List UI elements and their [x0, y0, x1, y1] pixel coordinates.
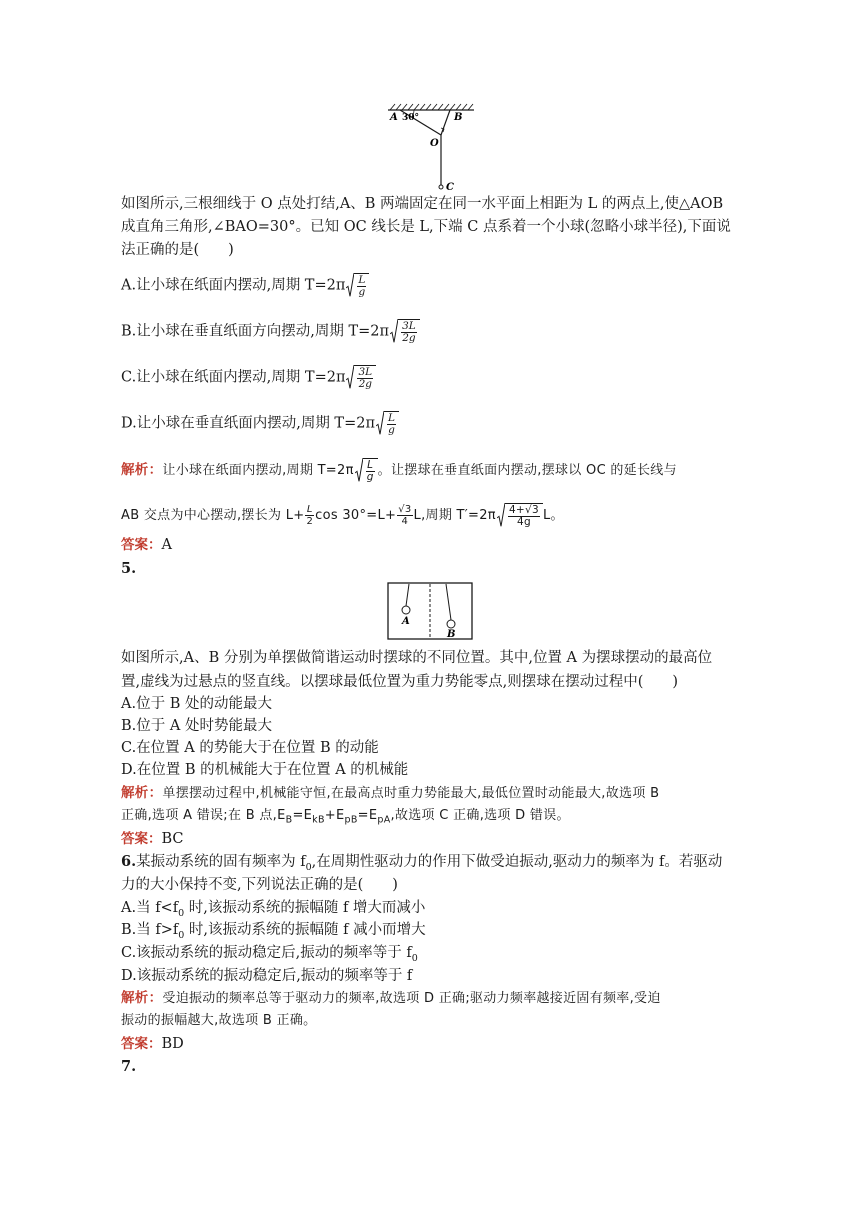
q4-c-frac-den: 2g — [358, 378, 373, 390]
fig-label-C: C — [446, 182, 454, 193]
q4-stem-line1: 如图所示,三根细线于 O 点处打结,A、B 两端固定在同一水平面上相距为 L 的两点上,使△AOB — [121, 196, 724, 212]
q4-c-frac-num: 3L — [358, 366, 373, 378]
q6-explanation-line2: 振动的振幅越大,故选项 B 正确。 — [121, 1013, 317, 1028]
q5-explanation-line1 — [121, 783, 659, 804]
q6-explanation-line1 — [121, 988, 661, 1009]
q4-d-frac-den: g — [388, 424, 395, 436]
q5-answer — [121, 829, 184, 849]
q4-explanation-line2 — [121, 503, 564, 528]
fig-label-O: O — [430, 138, 439, 149]
q5-expl2-part-c: +E — [324, 808, 345, 823]
q4-expl1-frac-num: L — [367, 459, 374, 471]
q4-expl2-part-c: L,周期 T′=2π — [413, 508, 496, 523]
q4-expl2-part-b: cos 30°=L+ — [315, 508, 397, 523]
q6-opt-b-part-a: B.当 f>f — [121, 922, 179, 938]
fig-label-A: A — [390, 112, 398, 123]
q4-stem-line2: 成直角三角形,∠BAO=30°。已知 OC 线长是 L,下端 C 点系着一个小球(忽略小球半径),下面说 — [121, 219, 731, 235]
q5-option-d: D.在位置 B 的机械能大于在位置 A 的机械能 — [121, 762, 409, 778]
q5-expl2-sub2: kB — [312, 814, 325, 826]
q5-stem-line2: 置,虚线为过悬点的竖直线。以摆球最低位置为重力势能零点,则摆球在摆动过程中( ) — [121, 674, 679, 690]
sqrt-symbol — [376, 411, 399, 436]
q5-option-c: C.在位置 A 的势能大于在位置 B 的动能 — [121, 740, 379, 756]
q5-answer-value: BC — [161, 831, 184, 847]
q6-option-b — [121, 920, 426, 946]
q5-stem-line1: 如图所示,A、B 分别为单摆做简谐运动时摆球的不同位置。其中,位置 A 为摆球摆动的最高位 — [121, 650, 713, 666]
q4-option-c — [121, 365, 376, 390]
q6-opt-b-part-b: 时,该振动系统的振幅随 f 减小而增大 — [184, 922, 426, 938]
q4-expl2-frac2-den: 4 — [401, 516, 409, 527]
q5-expl2-sub1: B — [285, 814, 293, 826]
q6-number: 6. — [121, 853, 137, 870]
q6-answer — [121, 1034, 184, 1054]
q6-stem-sub: 0 — [305, 861, 312, 873]
q4-expl2-frac3-den: 4g — [516, 516, 531, 528]
q4-b-frac-num: 3L — [402, 320, 416, 332]
q5-expl2-part-b: =E — [292, 808, 313, 823]
q5-expl2-sub4: pA — [377, 814, 391, 826]
q4-a-frac-num: L — [358, 274, 366, 286]
q6-stem-part-a: 某振动系统的固有频率为 f — [136, 854, 306, 870]
fig-label-angle: 30° — [402, 113, 420, 123]
fig-label-B: B — [454, 112, 463, 123]
q4-option-c-text: C.让小球在纸面内摆动,周期 T=2π — [121, 369, 346, 386]
q5-explanation-line2 — [121, 806, 570, 831]
q5-answer-label: 答案： — [121, 831, 162, 847]
fig2-label-B: B — [447, 629, 456, 640]
q6-opt-a-part-a: A.当 f<f — [121, 900, 179, 916]
q4-answer-label: 答案： — [121, 537, 162, 553]
q6-opt-c-sub: 0 — [411, 952, 418, 964]
q5-expl2-part-e: ,故选项 C 正确,选项 D 错误。 — [390, 808, 570, 823]
q4-option-d — [121, 411, 399, 436]
q4-expl2-part-a: AB 交点为中心摆动,摆长为 L+ — [121, 508, 305, 523]
q4-answer — [121, 535, 172, 555]
q5-option-a: A.位于 B 处的动能最大 — [121, 696, 272, 712]
q5-expl2-part-a: 正确,选项 A 错误;在 B 点,E — [121, 808, 286, 823]
q4-a-frac-den: g — [358, 286, 366, 298]
q6-answer-value: BD — [161, 1036, 184, 1052]
q6-opt-b-sub: 0 — [178, 929, 185, 941]
q5-number: 5. — [121, 560, 137, 577]
q6-option-d: D.该振动系统的振动稳定后,振动的频率等于 f — [121, 968, 413, 984]
sqrt-symbol — [390, 319, 420, 344]
q4-expl2-frac1-num: L — [306, 504, 313, 515]
q5-expl2-part-d: =E — [357, 808, 378, 823]
q4-b-frac-den: 2g — [402, 332, 416, 344]
q4-expl1-part-a: 让小球在纸面内摆动,周期 T=2π — [162, 463, 354, 478]
q6-expl1-text: 受迫振动的频率总等于驱动力的频率,故选项 D 正确;驱动力频率越接近固有频率,受迫 — [162, 991, 661, 1006]
q4-option-b — [121, 319, 420, 344]
q4-expl2-frac1-den: 2 — [306, 516, 314, 527]
q4-option-a-text: A.让小球在纸面内摆动,周期 T=2π — [121, 277, 346, 294]
q7-number: 7. — [121, 1058, 137, 1075]
q6-opt-a-part-b: 时,该振动系统的振幅随 f 增大而减小 — [184, 900, 426, 916]
figure-pendulum-positions — [387, 582, 473, 640]
q4-expl1-frac-den: g — [366, 471, 374, 483]
q4-explanation-line1 — [121, 458, 677, 483]
q5-expl2-sub3: pB — [344, 814, 358, 826]
q6-answer-label: 答案： — [121, 1036, 162, 1052]
sqrt-symbol — [346, 273, 369, 298]
sqrt-symbol — [346, 365, 376, 390]
sqrt-symbol — [497, 503, 543, 528]
q4-expl1-part-b: 。让摆球在垂直纸面内摆动,摆球以 OC 的延长线与 — [377, 463, 677, 478]
q6-option-c — [121, 943, 418, 969]
q4-explanation-label: 解析： — [121, 462, 163, 478]
q6-opt-a-sub: 0 — [178, 907, 185, 919]
q4-expl2-frac3-num: 4+√3 — [508, 504, 539, 516]
q5-option-b: B.位于 A 处时势能最大 — [121, 718, 272, 734]
q4-expl2-frac2-num: √3 — [398, 504, 412, 515]
figure-triangle-pendulum — [380, 100, 480, 195]
q4-d-frac-num: L — [388, 412, 395, 424]
fig2-label-A: A — [402, 616, 410, 627]
q4-stem-line3: 法正确的是( ) — [121, 242, 234, 258]
q4-expl2-part-d: L。 — [543, 508, 564, 523]
q6-explanation-label: 解析： — [121, 990, 163, 1006]
q6-stem-line2: 力的大小保持不变,下列说法正确的是( ) — [121, 877, 398, 893]
q6-stem-part-b: ,在周期性驱动力的作用下做受迫振动,驱动力的频率为 f。若驱动 — [311, 854, 723, 870]
q4-option-a — [121, 273, 369, 298]
q6-stem-line1 — [121, 852, 722, 878]
q5-explanation-label: 解析： — [121, 785, 163, 801]
sqrt-symbol — [355, 458, 378, 483]
q4-option-b-text: B.让小球在垂直纸面方向摆动,周期 T=2π — [121, 323, 390, 340]
q4-option-d-text: D.让小球在垂直纸面内摆动,周期 T=2π — [121, 415, 376, 432]
q4-answer-value: A — [161, 537, 172, 553]
q5-expl1-text: 单摆摆动过程中,机械能守恒,在最高点时重力势能最大,最低位置时动能最大,故选项 B — [162, 786, 660, 801]
q6-opt-c-part-a: C.该振动系统的振动稳定后,振动的频率等于 f — [121, 945, 412, 961]
